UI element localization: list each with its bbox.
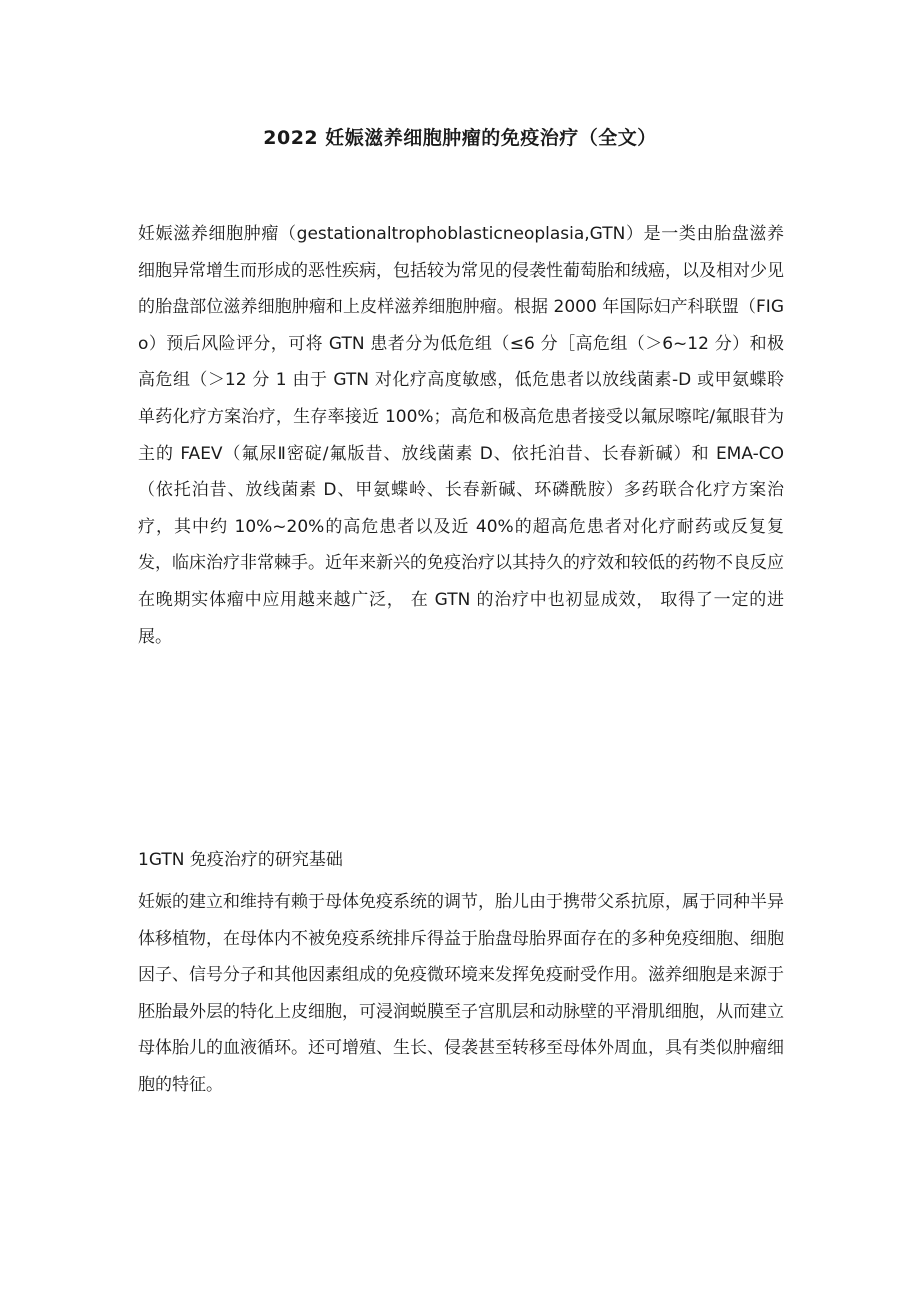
document-title: 2022 妊娠滋养细胞肿瘤的免疫治疗（全文） (263, 127, 657, 149)
section-1-paragraph: 妊娠的建立和维持有赖于母体免疫系统的调节，胎儿由于携带父系抗原，属于同种半异体移植物，在母体内不被免疫系统排斥得益于胎盘母胎界面存在的多种免疫细胞、细胞因子、信号分子和其他因素组成的免疫微环境来发挥免疫耐受作用。滋养细胞是来源于胚胎最外层的特化上皮细胞，可浸润蜕膜至子宫肌层和动脉壁的平滑肌细胞，从而建立母体胎儿的血液循环。还可增殖、生长、侵袭甚至转移至母体外周血，具有类似肿瘤细胞的特征。 (138, 892, 784, 1095)
section-1-heading: 1GTN 免疫治疗的研究基础 (138, 850, 343, 870)
intro-paragraph: 妊娠滋养细胞肿瘤（gestationaltrophoblasticneoplasia,GTN）是一类由胎盘滋养细胞异常增生而形成的恶性疾病，包括较为常见的侵袭性葡萄胎和绒癌，以及相对少见的胎盘部位滋养细胞肿瘤和上皮样滋养细胞肿瘤。根据 2000 年国际妇产科联盟（FIGo）预后风险评分，可将 GTN 患者分为低危组（≤6 分［高危组（＞6~12 分）和极高危组（＞12 分 1 由于 GTN 对化疗高度敏感，低危患者以放线菌素-D 或甲氨蝶聆单药化疗方案治疗，生存率接近 100%；高危和极高危患者接受以氟尿嚓咤/氟眼苷为主的 FAEV（氟尿Ⅱ密碇/氟版昔、放线菌素 D、依托泊昔、长春新碱）和 EMA-CO（依托泊昔、放线菌素 D、甲氨蝶岭、长春新碱、环磷酰胺）多药联合化疗方案治疗，其中约 10%~20%的高危患者以及近 40%的超高危患者对化疗耐药或反复复发，临床治疗非常棘手。近年来新兴的免疫治疗以其持久的疗效和较低的药物不良反应在晚期实体瘤中应用越来越广泛， 在 GTN 的治疗中也初显成效， 取得了一定的进展。 (138, 224, 784, 647)
